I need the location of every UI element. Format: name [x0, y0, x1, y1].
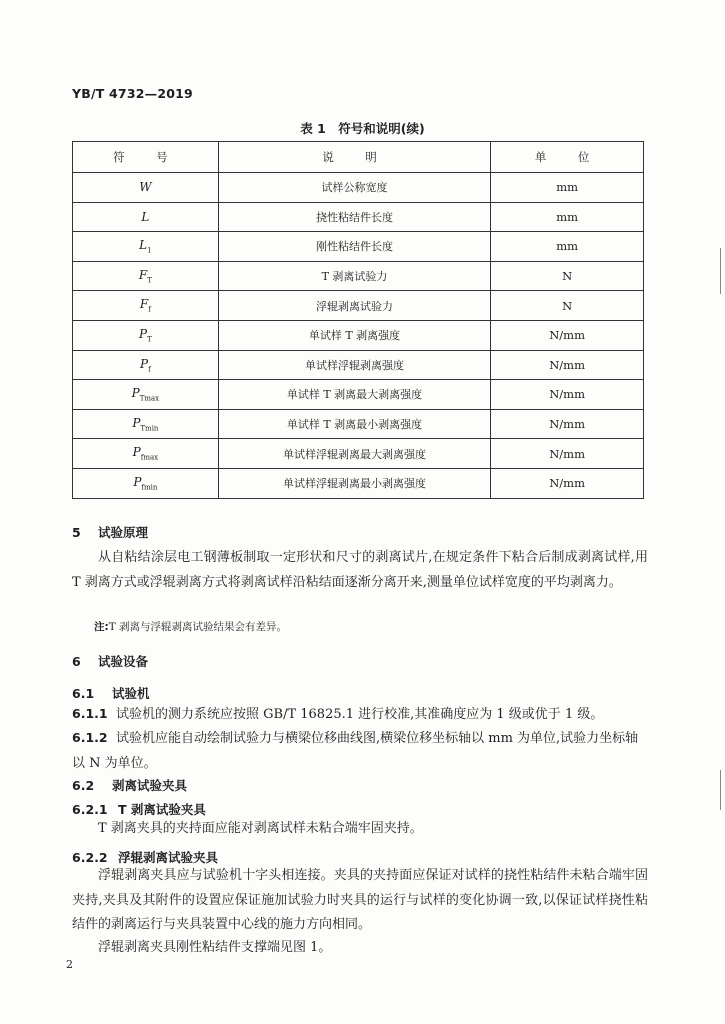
symbol-letter: P: [132, 445, 141, 460]
description-cell: 挠性粘结件长度: [218, 202, 490, 232]
section-number: 6.2.1: [72, 802, 108, 817]
symbol-letter: F: [139, 297, 149, 312]
standard-number: YB/T 4732—2019: [72, 86, 193, 101]
clause-6-1-2: [72, 726, 648, 776]
unit-cell: N/mm: [491, 320, 644, 350]
clause-6-2-2-text: 浮辊剥离夹具应与试验机十字头相连接。夹具的夹持面应保证对试样的挠性粘结件未粘合端牢固夹持,夹具及其附件的设置应保证施加试验力时夹具的运行与试样的变化协调一致,以保证试样挠性粘结件的剥离运行与夹具装置中心线的施力方向相同。: [72, 868, 648, 932]
table-row: [73, 468, 644, 498]
unit-cell: N/mm: [491, 350, 644, 380]
symbol-letter: P: [132, 415, 141, 430]
symbol-cell: [73, 409, 219, 439]
clause-number: 6.1.1: [72, 706, 108, 721]
description-cell: 单试样浮辊剥离最小剥离强度: [218, 468, 490, 498]
note-label: 注:: [94, 621, 109, 633]
symbol-cell: [73, 173, 219, 203]
section-number: 5: [72, 525, 81, 540]
section-5-heading: [72, 523, 148, 541]
clause-6-2-1-text: T 剥离夹具的夹持面应能对剥离试样未粘合端牢固夹持。: [98, 821, 423, 836]
description-cell: 单试样浮辊剥离最大剥离强度: [218, 439, 490, 469]
description-cell: 单试样 T 剥离最大剥离强度: [218, 380, 490, 410]
table-row: [73, 291, 644, 321]
clause-6-2-2-text-2: 浮辊剥离夹具刚性粘结件支撑端见图 1。: [98, 940, 332, 955]
symbol-subscript: fmin: [141, 483, 158, 492]
description-cell: T 剥离试验力: [218, 261, 490, 291]
symbol-cell: [73, 202, 219, 232]
table-row: [73, 439, 644, 469]
description-cell: 浮辊剥离试验力: [218, 291, 490, 321]
table-row: [73, 173, 644, 203]
table-row: [73, 320, 644, 350]
symbol-subscript: T: [147, 276, 152, 285]
clause-text: 试验机应能自动绘制试验力与横梁位移曲线图,横梁位移坐标轴以 mm 为单位,试验力坐标轴以 N 为单位。: [72, 731, 639, 771]
symbol-subscript: 1: [147, 246, 152, 255]
symbol-cell: [73, 380, 219, 410]
page-number: 2: [66, 958, 73, 971]
section-title: 剥离试验夹具: [112, 778, 188, 793]
symbol-subscript: T: [147, 335, 152, 344]
symbols-table: [72, 141, 644, 499]
symbol-cell: [73, 320, 219, 350]
table-row: [73, 202, 644, 232]
section-title: 试验机: [112, 686, 150, 701]
section-number: 6.1: [72, 686, 95, 701]
symbol-cell: [73, 350, 219, 380]
description-cell: 试样公称宽度: [218, 173, 490, 203]
symbol-cell: [73, 468, 219, 498]
unit-cell: N: [491, 291, 644, 321]
unit-cell: N/mm: [491, 380, 644, 410]
table-row: [73, 409, 644, 439]
symbol-subscript: f: [148, 365, 151, 374]
clause-number: 6.1.2: [72, 730, 108, 745]
scan-edge-mark: [720, 770, 721, 810]
table-row: [73, 261, 644, 291]
symbol-letter: F: [138, 267, 148, 282]
unit-cell: N/mm: [491, 409, 644, 439]
clause-6-1-1: [72, 702, 648, 728]
unit-cell: N: [491, 261, 644, 291]
symbol-cell: [73, 291, 219, 321]
table-row: [73, 380, 644, 410]
column-header-symbol: 符 号: [73, 142, 219, 173]
symbol-subscript: f: [148, 305, 151, 314]
symbol-cell: [73, 439, 219, 469]
symbol-letter: P: [139, 327, 148, 342]
table-row: [73, 232, 644, 262]
symbol-letter: P: [140, 356, 149, 371]
description-cell: 单试样 T 剥离最小剥离强度: [218, 409, 490, 439]
section-6-1-heading: [72, 684, 150, 702]
symbol-cell: [73, 232, 219, 262]
section-number: 6.2.2: [72, 850, 108, 865]
unit-cell: N/mm: [491, 439, 644, 469]
section-6-2-heading: [72, 776, 187, 794]
column-header-description: 说 明: [218, 142, 490, 173]
section-title: 试验设备: [98, 654, 149, 669]
table-caption: 表 1 符号和说明(续): [300, 121, 425, 136]
symbol-letter: L: [139, 238, 148, 253]
description-cell: 单试样 T 剥离强度: [218, 320, 490, 350]
note: [94, 619, 287, 634]
section-5-paragraph: 从自粘结涂层电工钢薄板制取一定形状和尺寸的剥离试片,在规定条件下粘合后制成剥离试样,用 T 剥离方式或浮辊剥离方式将剥离试样沿粘结面逐渐分离开来,测量单位试样宽度的平均剥离力。: [72, 550, 648, 590]
section-6-heading: [72, 652, 148, 670]
symbol-letter: P: [133, 475, 142, 490]
column-header-unit: 单 位: [491, 142, 644, 173]
symbol-subscript: fmax: [140, 453, 159, 462]
section-number: 6: [72, 654, 81, 669]
description-cell: 单试样浮辊剥离强度: [218, 350, 490, 380]
section-6-2-1-heading: [72, 800, 206, 818]
symbol-subscript: Tmax: [139, 394, 160, 403]
clause-text: 试验机的测力系统应按照 GB/T 16825.1 进行校准,其准确度应为 1 级或优于 1 级。: [116, 707, 604, 722]
symbol-cell: [73, 261, 219, 291]
scan-edge-mark: [720, 248, 721, 294]
section-title: 试验原理: [98, 525, 149, 540]
section-title: 浮辊剥离试验夹具: [118, 850, 219, 865]
description-cell: 刚性粘结件长度: [218, 232, 490, 262]
table-row: [73, 350, 644, 380]
unit-cell: mm: [491, 202, 644, 232]
symbol-letter: P: [131, 386, 140, 401]
table-header-row: [73, 142, 644, 173]
symbol-letter: L: [141, 209, 150, 224]
unit-cell: mm: [491, 173, 644, 203]
symbol-subscript: Tmin: [140, 424, 159, 433]
section-number: 6.2: [72, 778, 95, 793]
note-text: T 剥离与浮辊剥离试验结果会有差异。: [108, 621, 288, 633]
symbol-letter: W: [139, 180, 152, 195]
section-title: T 剥离试验夹具: [118, 802, 206, 817]
unit-cell: mm: [491, 232, 644, 262]
unit-cell: N/mm: [491, 468, 644, 498]
